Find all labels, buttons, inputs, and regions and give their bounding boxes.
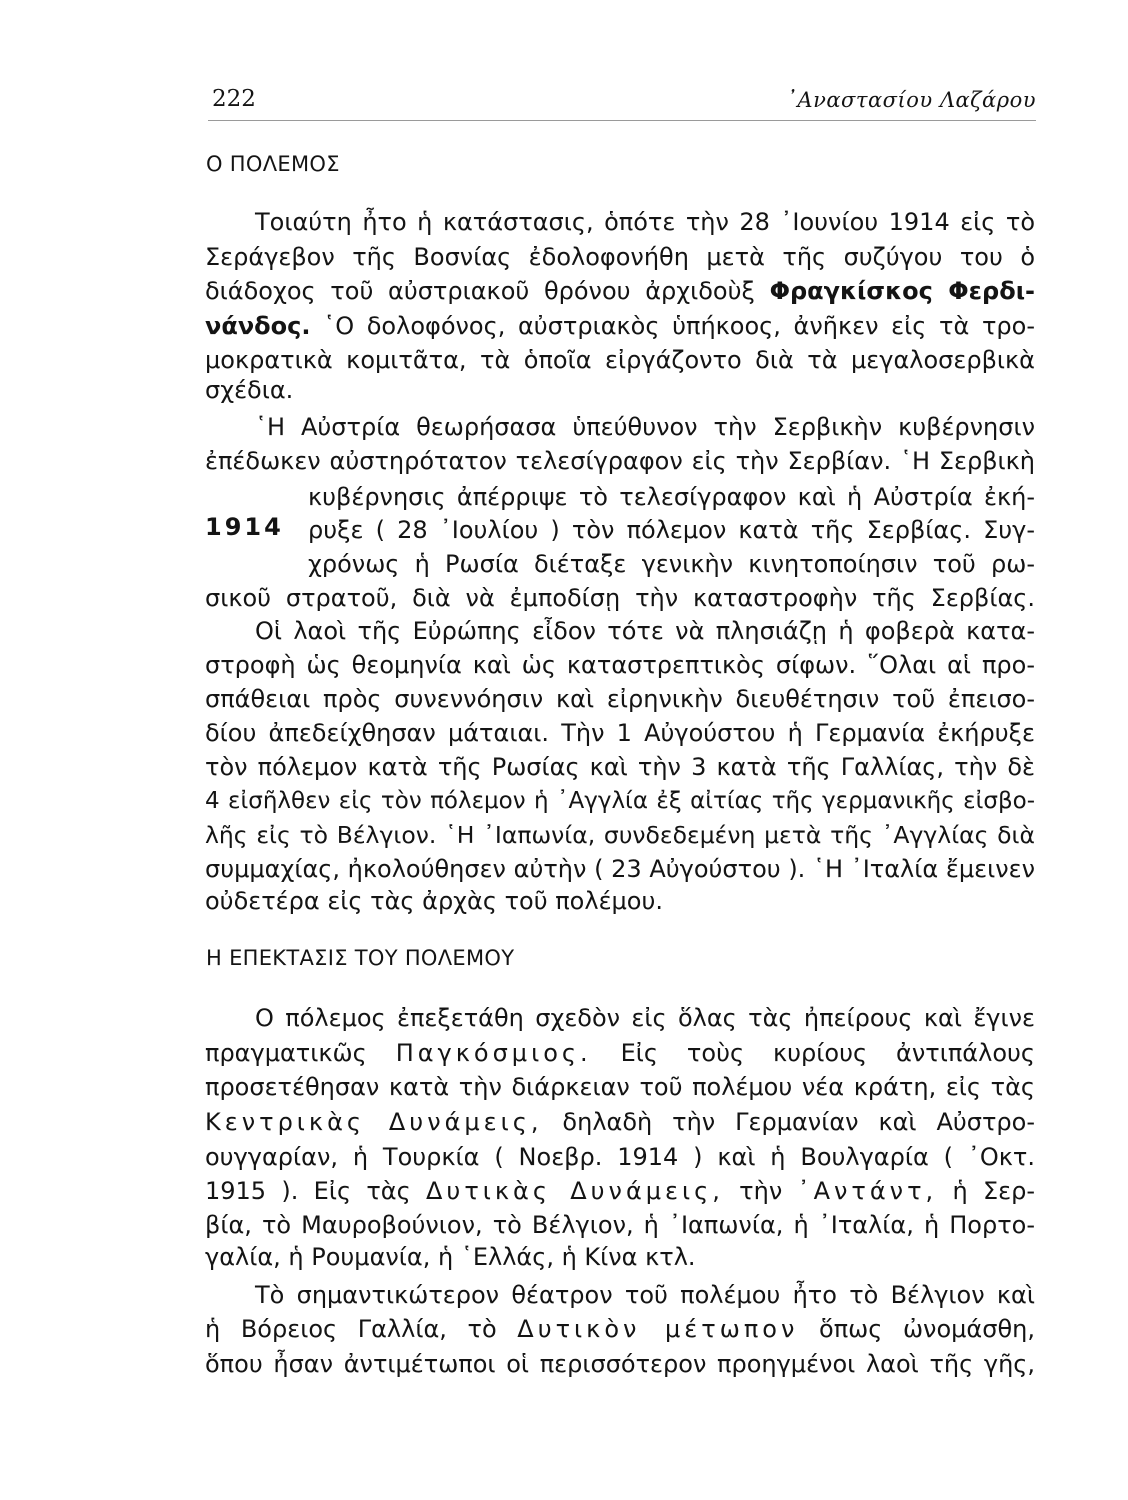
text-line: γαλία, ἡ Ρουμανία, ἡ ῾Ελλάς, ἡ Κίνα κτλ. bbox=[205, 1243, 696, 1271]
text-line: μοκρατικὰ κομιτᾶτα, τὰ ὁποῖα εἰργάζοντο διὰ τὰ μεγαλοσερβικὰ bbox=[205, 346, 1035, 374]
spaced-term: Κεντρικὰς Δυνάμεις, bbox=[205, 1108, 543, 1136]
text-line: λῆς εἰς τὸ Βέλγιον. ῾Η ᾿Ιαπωνία, συνδεδεμένη μετὰ τῆς ᾿Αγγλίας διὰ bbox=[205, 821, 1035, 849]
text-line: σικοῦ στρατοῦ, διὰ νὰ ἐμποδίσῃ τὴν καταστροφὴν τῆς Σερβίας. bbox=[205, 584, 1035, 612]
text-line: κυβέρνησις ἀπέρριψε τὸ τελεσίγραφον καὶ ἡ Αὐστρία ἐκή- bbox=[308, 483, 1035, 511]
spaced-term: ᾿Αντάντ, bbox=[797, 1177, 938, 1205]
text-line: δίου ἀπεδείχθησαν μάταιαι. Τὴν 1 Αὐγούστου ἡ Γερμανία ἐκήρυξε bbox=[205, 719, 1035, 747]
text-line: στροφὴ ὡς θεομηνία καὶ ὡς καταστρεπτικὸς σίφων. ῞Ολαι αἱ προ- bbox=[205, 651, 1035, 679]
text-line: 4 εἰσῆλθεν εἰς τὸν πόλεμον ἡ ᾿Αγγλία ἐξ αἰτίας τῆς γερμανικῆς εἰσβο- bbox=[205, 788, 1035, 814]
text-line: νάνδος. ῾Ο δολοφόνος, αὐστριακὸς ὑπήκοος, ἀνῆκεν εἰς τὰ τρο- bbox=[205, 312, 1035, 340]
text-line: Ο πόλεμος ἐπεξετάθη σχεδὸν εἰς ὅλας τὰς ἠπείρους καὶ ἔγινε bbox=[255, 1004, 1035, 1032]
text-line: τὸν πόλεμον κατὰ τῆς Ρωσίας καὶ τὴν 3 κατὰ τῆς Γαλλίας, τὴν δὲ bbox=[205, 753, 1035, 781]
text-line: ῾Η Αὐστρία θεωρήσασα ὑπεύθυνον τὴν Σερβικὴν κυβέρνησιν bbox=[255, 413, 1035, 441]
section-heading-war: Ο ΠΟΛΕΜΟΣ bbox=[206, 152, 340, 176]
text-line: χρόνως ἡ Ρωσία διέταξε γενικὴν κινητοποίησιν τοῦ ρω- bbox=[308, 550, 1035, 578]
text-line: βία, τὸ Μαυροβούνιον, τὸ Βέλγιον, ἡ ᾿Ιαπωνία, ἡ ᾿Ιταλία, ἡ Πορτο- bbox=[205, 1211, 1035, 1239]
running-header bbox=[208, 76, 1036, 121]
bold-name: Φραγκίσκος Φερδι- bbox=[769, 277, 1036, 305]
margin-year-note: 1914 bbox=[205, 513, 284, 541]
text-line: ὅπου ἦσαν ἀντιμέτωποι οἱ περισσότερον προηγμένοι λαοὶ τῆς γῆς, bbox=[205, 1350, 1035, 1378]
text-line: σχέδια. bbox=[205, 376, 294, 404]
bold-name: νάνδος. bbox=[205, 312, 311, 340]
section-heading-expansion: Η ΕΠΕΚΤΑΣΙΣ ΤΟΥ ΠΟΛΕΜΟΥ bbox=[206, 946, 515, 970]
text-line: ἡ Βόρειος Γαλλία, τὸ Δυτικὸν μέτωπον ὅπως ὠνομάσθη, bbox=[205, 1315, 1035, 1343]
text-line: προσετέθησαν κατὰ τὴν διάρκειαν τοῦ πολέμου νέα κράτη, εἰς τὰς bbox=[205, 1073, 1035, 1101]
spaced-term: Δυτικὰς Δυνάμεις, bbox=[426, 1177, 724, 1205]
text-line: Σεράγεβον τῆς Βοσνίας ἐδολοφονήθη μετὰ τῆς συζύγου του ὁ bbox=[205, 243, 1035, 271]
text-line: σπάθειαι πρὸς συνεννόησιν καὶ εἰρηνικὴν διευθέτησιν τοῦ ἐπεισο- bbox=[205, 685, 1035, 713]
spaced-term: Δυτικὸν μέτωπον bbox=[517, 1315, 799, 1343]
text-line: 1915 ). Εἰς τὰς Δυτικὰς Δυνάμεις, τὴν ᾿Αντάντ, ἡ Σερ- bbox=[205, 1177, 1035, 1205]
text-line: Κεντρικὰς Δυνάμεις, δηλαδὴ τὴν Γερμανίαν καὶ Αὐστρο- bbox=[205, 1108, 1035, 1136]
text-line: πραγματικῶς Παγκόσμιος. Εἰς τοὺς κυρίους ἀντιπάλους bbox=[205, 1039, 1035, 1067]
text-line: οὐδετέρα εἰς τὰς ἀρχὰς τοῦ πολέμου. bbox=[205, 887, 664, 915]
text-line: Τοιαύτη ἦτο ἡ κατάστασις, ὁπότε τὴν 28 ᾿Ιουνίου 1914 εἰς τὸ bbox=[255, 208, 1035, 236]
text-line: διάδοχος τοῦ αὐστριακοῦ θρόνου ἀρχιδοὺξ Φραγκίσκος Φερδι- bbox=[205, 277, 1036, 305]
text-line: ρυξε ( 28 ᾿Ιουλίου ) τὸν πόλεμον κατὰ τῆς Σερβίας. Συγ- bbox=[308, 516, 1035, 544]
running-title: ᾿Αναστασίου Λαζάρου bbox=[786, 88, 1036, 112]
text-line: ουγγαρίαν, ἡ Τουρκία ( Νοεβρ. 1914 ) καὶ ἡ Βουλγαρία ( ᾿Οκτ. bbox=[205, 1143, 1035, 1171]
text-line: ἐπέδωκεν αὐστηρότατον τελεσίγραφον εἰς τὴν Σερβίαν. ῾Η Σερβικὴ bbox=[205, 447, 1035, 475]
text-line: συμμαχίας, ἠκολούθησεν αὐτὴν ( 23 Αὐγούστου ). ῾Η ᾿Ιταλία ἔμεινεν bbox=[205, 855, 1035, 883]
page-number: 222 bbox=[212, 86, 256, 112]
text-line: Οἱ λαοὶ τῆς Εὐρώπης εἶδον τότε νὰ πλησιάζῃ ἡ φοβερὰ κατα- bbox=[255, 617, 1035, 645]
text-line: Τὸ σημαντικώτερον θέατρον τοῦ πολέμου ἦτο τὸ Βέλγιον καὶ bbox=[255, 1281, 1035, 1309]
spaced-term: Παγκόσμιος. bbox=[395, 1039, 592, 1067]
